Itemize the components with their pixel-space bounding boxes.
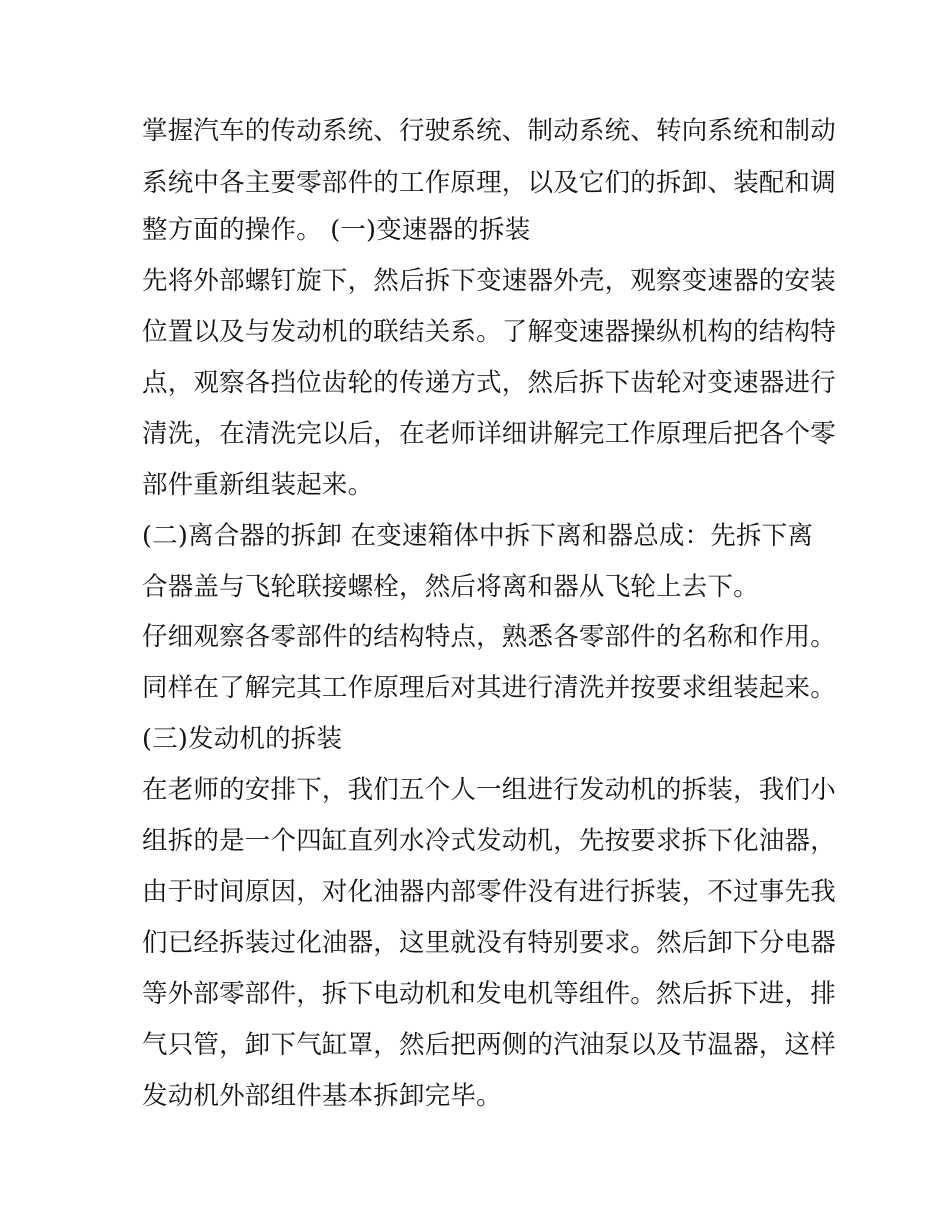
text-line: 整方面的操作。 (一)变速器的拆装 [142, 215, 531, 245]
text-line: 系统中各主要零部件的工作原理，以及它们的拆卸、装配和调 [142, 168, 836, 198]
text-line: 发动机外部组件基本拆卸完毕。 [142, 1081, 502, 1111]
text-line: 由于时间原因，对化油器内部零件没有进行拆装，不过事先我 [142, 877, 836, 907]
text-line: 部件重新组装起来。 [142, 470, 374, 500]
text-line: 们已经拆装过化油器，这里就没有特别要求。然后卸下分电器 [142, 928, 836, 958]
text-line: (二)离合器的拆卸 在变速箱体中拆下离和器总成：先拆下离 [142, 521, 814, 551]
text-line: 仔细观察各零部件的结构特点，熟悉各零部件的名称和作用。 [142, 622, 836, 652]
text-line: 在老师的安排下，我们五个人一组进行发动机的拆装，我们小 [142, 775, 836, 805]
text-line: 位置以及与发动机的联结关系。了解变速器操纵机构的结构特 [142, 317, 836, 347]
text-line: 合器盖与飞轮联接螺栓，然后将离和器从飞轮上去下。 [142, 572, 759, 602]
text-line: 点，观察各挡位齿轮的传递方式，然后拆下齿轮对变速器进行 [142, 368, 836, 398]
text-line: 组拆的是一个四缸直列水冷式发动机，先按要求拆下化油器， [142, 826, 836, 856]
text-line: 同样在了解完其工作原理后对其进行清洗并按要求组装起来。 [142, 673, 836, 703]
text-line: 掌握汽车的传动系统、行驶系统、制动系统、转向系统和制动 [142, 116, 836, 146]
text-line: (三)发动机的拆装 [142, 724, 343, 754]
text-line: 气只管，卸下气缸罩，然后把两侧的汽油泵以及节温器，这样 [142, 1030, 836, 1060]
text-line: 等外部零部件，拆下电动机和发电机等组件。然后拆下进，排 [142, 979, 836, 1009]
text-line: 先将外部螺钉旋下，然后拆下变速器外壳，观察变速器的安装 [142, 266, 836, 296]
text-line: 清洗，在清洗完以后，在老师详细讲解完工作原理后把各个零 [142, 419, 836, 449]
